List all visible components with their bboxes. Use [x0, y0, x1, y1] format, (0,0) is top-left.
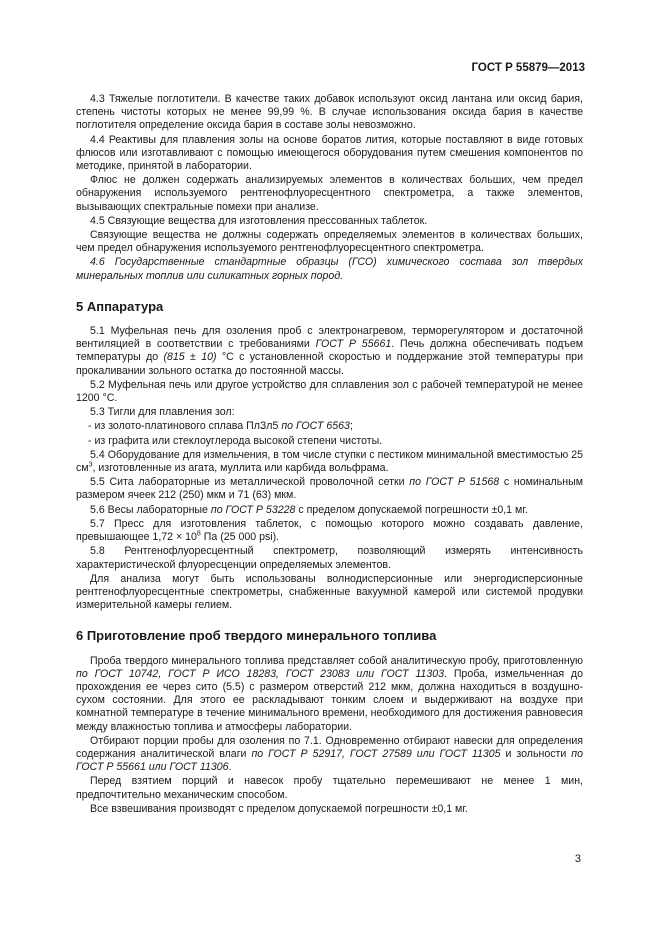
paragraph-4-4-flux: Флюс не должен содержать анализируемых элементов в количествах больших, чем предел обнаружения используемого рентгенофлуоресцентного спектрометра, а также элементов, вызывающих спектральные помехи при анализе. [76, 174, 583, 213]
paragraph-6-mixing: Перед взятием порций и навесок пробу тщательно перемешивают не менее 1 мин, предпочтительно механическим способом. [76, 775, 583, 801]
paragraph-5-2: 5.2 Муфельная печь или другое устройство для сплавления зол с рабочей температурой не менее 1200 °С. [76, 378, 583, 405]
list-item: - из графита или стеклоуглерода высокой степени чистоты. [88, 434, 383, 447]
paragraph-5-8-note: Для анализа могут быть использованы волнодисперсионные или энергодисперсионные рентгенофлуоресцентные спектрометры, снабженные вакуумной камерой или системой продувки измерительной камеры гелием. [76, 572, 583, 612]
paragraph-4-5: 4.5 Связующие вещества для изготовления прессованных таблеток. [90, 214, 428, 227]
paragraph-5-6: 5.6 Весы лабораторные по ГОСТ Р 53228 с пределом допускаемой погрешности ±0,1 мг. [90, 503, 528, 516]
paragraph-5-5: 5.5 Сита лабораторные из металлической проволочной сетки по ГОСТ Р 51568 с номинальным размером ячеек 212 (250) мкм и 71 (63) мкм. [76, 476, 583, 502]
paragraph-6-weighing: Все взвешивания производят с пределом допускаемой погрешности ±0,1 мг. [90, 802, 468, 815]
section-6-heading: 6 Приготовление проб твердого минерального топлива [76, 628, 437, 644]
paragraph-5-4: 5.4 Оборудование для измельчения, в том числе ступки с пестиком минимальной вместимостью 25 $см^3$, изготовленные из агата, муллита или карбида вольфрама. [76, 448, 583, 475]
paragraph-5-8: 5.8 Рентгенофлуоресцентный спектрометр, позволяющий измерять интенсивность характеристической флуоресценции определяемых элементов. [76, 545, 583, 571]
section-5-heading: 5 Аппаратура [76, 298, 164, 314]
paragraph-6-sample: Проба твердого минерального топлива представляет собой аналитическую пробу, приготовленную по ГОСТ 10742, ГОСТ Р ИСО 18283, ГОСТ 23083 или ГОСТ 11303. Проба, измельченная до прохождения ее через сито (5.5) с размером отверстий 212 мкм, должна находиться в воздушно-сухом состоянии. Для этого ее раскладывают тонким слоем и выдерживают на воздухе при комнатной температуре в течение минимального времени, необходимого для достижения равновесия между влажностью топлива и атмосферы лаборатории. [76, 654, 584, 733]
paragraph-4-6: 4.6 Государственные стандартные образцы (ГСО) химического состава зол твердых минеральных топлив или силикатных горных пород. [76, 256, 583, 282]
paragraph-4-4: 4.4 Реактивы для плавления золы на основе боратов лития, которые поставляют в виде готовых флюсов или изготавливают с помощью имеющегося оборудования путем смешения компонентов по методике, принятой в лаборатории. [76, 133, 583, 173]
paragraph-5-3: 5.3 Тигли для плавления зол: [90, 406, 235, 419]
page-number: 3 [574, 853, 581, 865]
paragraph-4-5-binders: Связующие вещества не должны содержать определяемых элементов в количествах больших, чем предел обнаружения используемого рентгенофлуоресцентного спектрометра. [76, 229, 583, 255]
paragraph-5-1: 5.1 Муфельная печь для озоления проб с электронагревом, терморегулятором и достаточной вентиляцией в соответствии с требованиями ГОСТ Р 55661. Печь должна обеспечивать подъем температуры до (815 ± 10) °С с установленной скоростью и поддержание этой температуры при прокаливании зольного остатка до постоянной массы. [76, 325, 583, 377]
paragraph-4-3: 4.3 Тяжелые поглотители. В качестве таких добавок используют оксид лантана или оксид бария, степень чистоты которых не менее 99,99 %. В случае использования оксида бария в качестве поглотителя определение оксида бария в составе золы невозможно. [76, 93, 583, 132]
paragraph-6-portions: Отбирают порции пробы для озоления по 7.1. Одновременно отбирают навески для определения содержания аналитической влаги по ГОСТ Р 52917, ГОСТ 27589 или ГОСТ 11305 и зольности по ГОСТ Р 55661 или ГОСТ 11306. [76, 734, 584, 774]
document-header: ГОСТ Р 55879—2013 [471, 62, 585, 74]
paragraph-5-7: 5.7 Пресс для изготовления таблеток, с помощью которого можно создавать давление, превышающее $1,72 \times 10^8$ Па (25 000 psi). [76, 517, 583, 544]
page-content [76, 93, 583, 817]
list-item: - из золото-платинового сплава ПлЗл5 по ГОСТ 6563; [88, 420, 353, 433]
